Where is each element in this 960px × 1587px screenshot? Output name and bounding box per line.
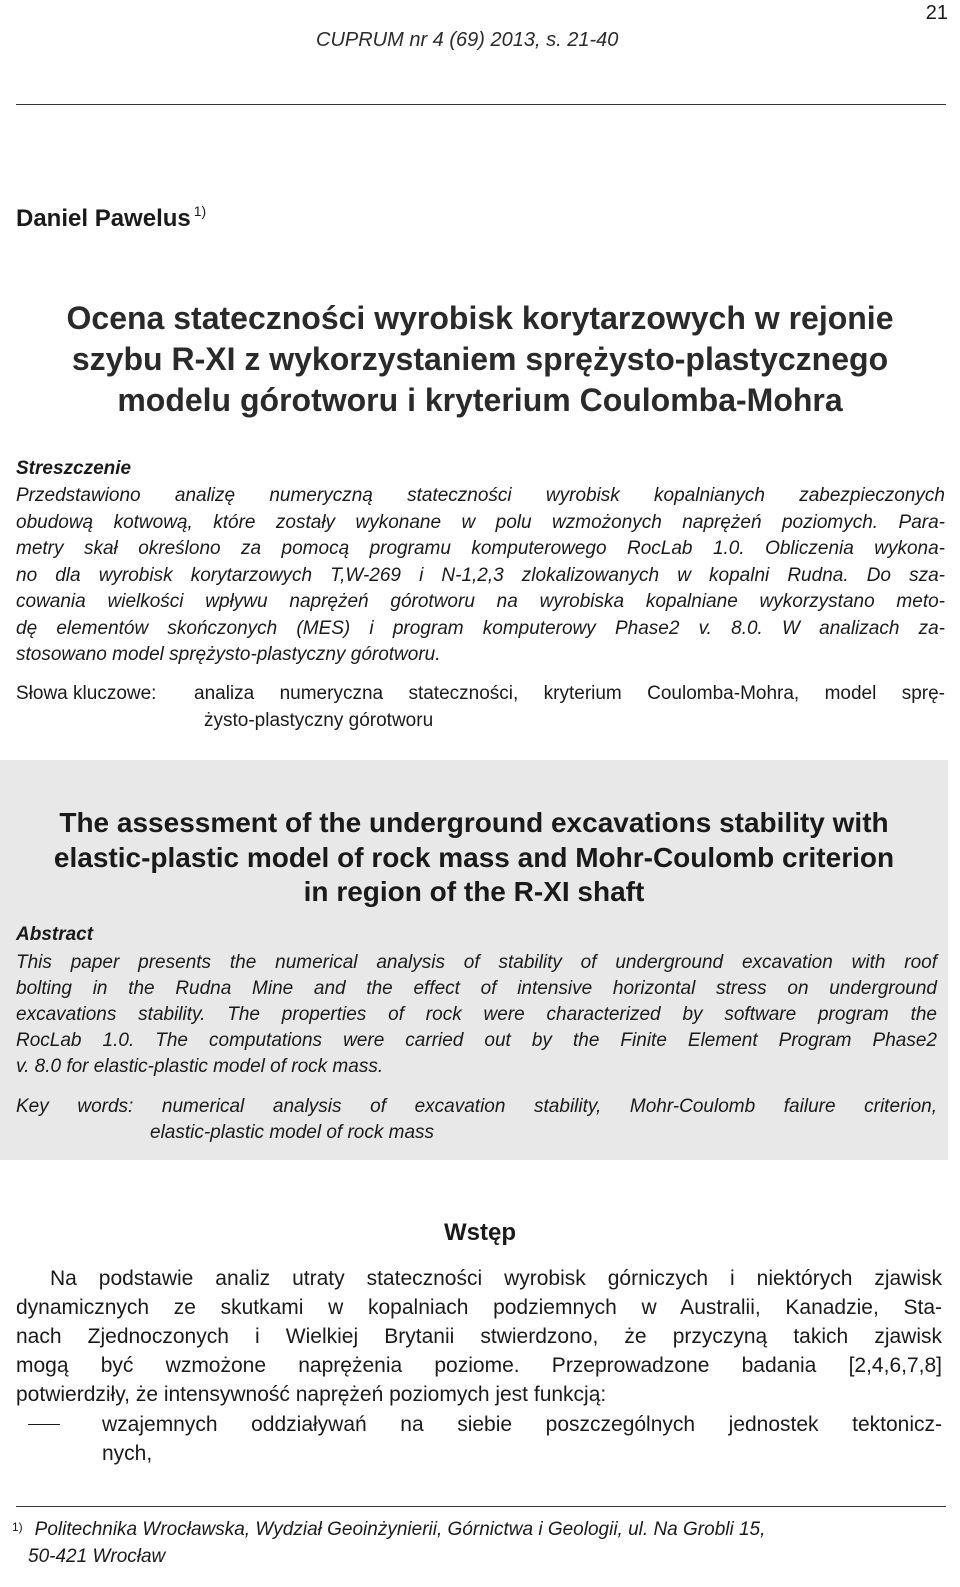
abstract-line: metry skał określono za pomocą programu komputerowego RocLab 1.0. Obliczenia wykona- (16, 538, 945, 559)
abstract-line: stosowano model sprężysto-plastyczny górotworu. (16, 644, 441, 665)
english-abstract-heading: Abstract (16, 924, 94, 945)
polish-abstract-heading: Streszczenie (16, 458, 132, 479)
abstract-line: RocLab 1.0. The computations were carried out by the Finite Element Program Phase2 (16, 1030, 937, 1051)
author-text: Daniel Pawelus (16, 205, 191, 232)
polish-title-line: Ocena stateczności wyrobisk korytarzowych w rejonie (66, 300, 894, 336)
keywords-line: analiza numeryczna stateczności, kryterium Coulomba-Mohra, model sprę- (194, 683, 945, 704)
footnote-mark: 1) (12, 1520, 23, 1534)
abstract-line: cowania wielkości wpływu naprężeń górotworu na wyrobiska kopalniane wykorzystano meto- (16, 591, 945, 612)
keywords-label: Słowa kluczowe: (16, 683, 157, 704)
polish-title-line: modelu górotworu i kryterium Coulomba-Mohra (117, 382, 843, 418)
abstract-line: v. 8.0 for elastic-plastic model of rock mass. (16, 1056, 384, 1077)
journal-citation: CUPRUM nr 4 (69) 2013, s. 21-40 (316, 29, 619, 51)
bullet-line: nych, (102, 1442, 153, 1465)
footnote-line: 50-421 Wrocław (28, 1546, 166, 1567)
dash-bullet-icon (28, 1424, 60, 1425)
page-number: 21 (925, 2, 948, 24)
author-affiliation-mark: 1) (193, 203, 207, 219)
keywords-line: żysto-plastyczny górotworu (204, 710, 434, 731)
body-line: dynamicznych ze skutkami w kopalniach podziemnych w Australii, Kanadzie, Sta- (16, 1296, 942, 1319)
abstract-line: obudową kotwową, które zostały wykonane w polu wzmożonych naprężeń poziomych. Para- (16, 511, 945, 533)
section-heading-introduction: Wstęp (444, 1219, 516, 1246)
english-title (0, 806, 948, 910)
introduction-paragraph (16, 1264, 942, 1409)
body-line: mogą być wzmożone naprężenia poziome. Przeprowadzone badania [2,4,6,7,8] (16, 1354, 942, 1377)
english-abstract (16, 950, 937, 1080)
english-keywords (16, 1094, 937, 1146)
english-title-line: The assessment of the underground excavations stability with (59, 807, 889, 838)
english-title-line: in region of the R-XI shaft (303, 876, 645, 907)
bullet-line: wzajemnych oddziaływań na siebie poszczególnych jednostek tektonicz- (102, 1413, 942, 1436)
footnote-rule (16, 1506, 946, 1507)
footnote (12, 1516, 942, 1570)
body-line: Na podstawie analiz utraty stateczności wyrobisk górniczych i niektórych zjawisk (50, 1267, 942, 1290)
body-line: potwierdziły, że intensywność naprężeń poziomych jest funkcją: (16, 1383, 607, 1406)
abstract-line: dę elementów skończonych (MES) i program komputerowy Phase2 v. 8.0. W analizach za- (16, 617, 945, 639)
keywords-line: Key words: numerical analysis of excavation stability, Mohr-Coulomb failure criterion, (16, 1096, 937, 1117)
english-title-line: elastic-plastic model of rock mass and Mohr-Coulomb criterion (53, 841, 895, 873)
abstract-line: Przedstawiono analizę numeryczną stateczności wyrobisk kopalnianych zabezpieczonych (16, 485, 945, 506)
keywords-line: elastic-plastic model of rock mass (150, 1122, 435, 1143)
author-name (16, 205, 206, 233)
abstract-line: excavations stability. The properties of rock were characterized by software program the (16, 1004, 937, 1025)
abstract-line: no dla wyrobisk korytarzowych T,W-269 i N-1,2,3 zlokalizowanych w kopalni Rudna. Do sza- (16, 564, 945, 586)
footnote-line: Politechnika Wrocławska, Wydział Geoinżynierii, Górnictwa i Geologii, ul. Na Grobli 15, (34, 1519, 766, 1540)
polish-title-line: szybu R-XI z wykorzystaniem sprężysto-plastycznego (71, 341, 889, 377)
abstract-line: This paper presents the numerical analysis of stability of underground excavation with roof (16, 952, 937, 973)
polish-title (20, 298, 940, 421)
abstract-line: bolting in the Rudna Mine and the effect of intensive horizontal stress on underground (16, 978, 937, 999)
body-line: nach Zjednoczonych i Wielkiej Brytanii stwierdzono, że przyczyną takich zjawisk (16, 1325, 942, 1348)
header-rule (16, 104, 946, 105)
polish-abstract (16, 483, 945, 669)
